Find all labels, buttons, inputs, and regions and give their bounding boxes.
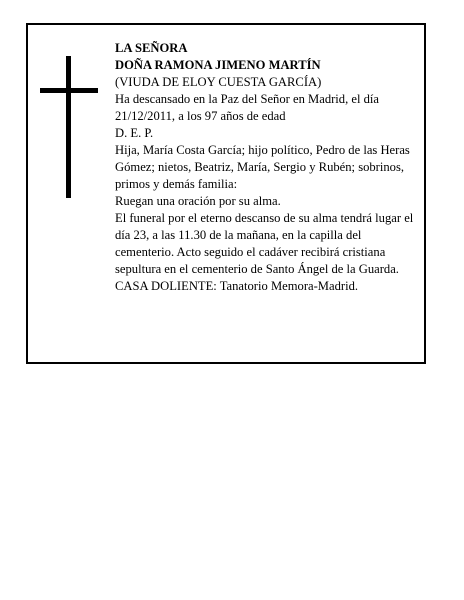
cross-icon — [40, 56, 98, 198]
obituary-text — [115, 40, 421, 295]
widow-line: (VIUDA DE ELOY CUESTA GARCÍA) — [115, 75, 322, 89]
rip-line: D. E. P. — [115, 126, 154, 140]
title-line-1: LA SEÑORA — [115, 41, 188, 55]
prayer-line: Ruegan una oración por su alma. — [115, 194, 281, 208]
home-line: CASA DOLIENTE: Tanatorio Memora-Madrid. — [115, 279, 359, 293]
family-paragraph: Hija, María Costa García; hijo político, Pedro de las Heras Gómez; nietos, Beatriz, María, Sergio y Rubén; sobrinos, primos y demás familia: — [115, 143, 410, 191]
funeral-paragraph: El funeral por el eterno descanso de su alma tendrá lugar el día 23, a las 11.30 de la mañana, en la capilla del cementerio. Acto seguido el cadáver recibirá cristiana sepultura en el cementerio de Santo Ángel de la Guarda. — [115, 211, 414, 276]
cross-horizontal-bar — [40, 88, 98, 93]
cross-vertical-bar — [66, 56, 71, 198]
death-paragraph: Ha descansado en la Paz del Señor en Madrid, el día 21/12/2011, a los 97 años de edad — [115, 92, 380, 123]
obituary-notice — [26, 23, 426, 364]
deceased-name: DOÑA RAMONA JIMENO MARTÍN — [115, 58, 321, 72]
